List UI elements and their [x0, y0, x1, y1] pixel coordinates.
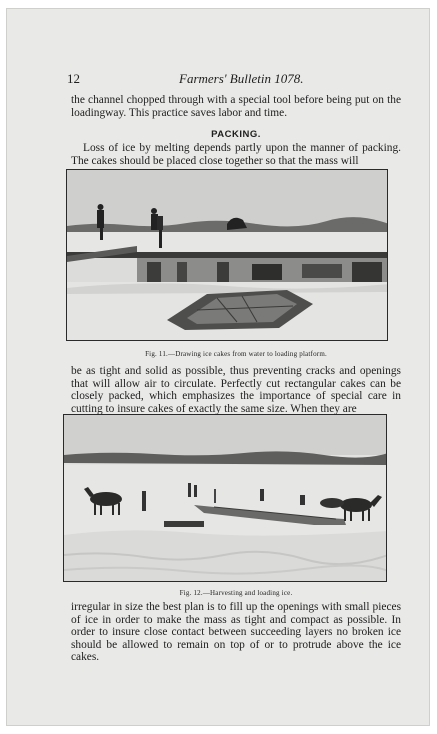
figure-11-label: Fig. 11.	[145, 350, 169, 358]
figure-12-caption-text: —Harvesting and loading ice.	[202, 589, 293, 597]
figure-12-photo	[63, 414, 387, 582]
paragraph-loss-of-ice: Loss of ice by melting depends partly upon the manner of packing. The cakes should be placed close together so that the mass will	[71, 142, 401, 167]
figure-12-label: Fig. 12.	[179, 589, 203, 597]
paragraph-channel: the channel chopped through with a special tool before being put on the loadingway. This practice saves labor and time.	[71, 94, 401, 119]
figure-11-caption	[71, 350, 401, 358]
paragraph-irregular-size: irregular in size the best plan is to fill up the openings with small pieces of ice in order to make the mass as tight and compact as possible. In order to insure close contact between succeeding layers no broken ice should be allowed to remain on top of or to protrude above the ice cakes.	[71, 601, 401, 664]
page-header	[67, 71, 407, 89]
running-title: Farmers' Bulletin 1078.	[179, 71, 304, 86]
figure-11-photo	[66, 169, 388, 341]
figure-11-caption-text: —Drawing ice cakes from water to loading platform.	[168, 350, 327, 358]
page-number: 12	[67, 71, 80, 86]
figure-12-caption	[71, 589, 401, 597]
section-heading-packing: PACKING.	[211, 129, 261, 140]
paragraph-tight-and-solid: be as tight and solid as possible, thus preventing cracks and openings that will allow air to circulate. Perfectly cut rectangular cakes can be closely packed, which emphasizes the importance of special care in cutting to insure cakes of exactly the same size. When they are	[71, 365, 401, 415]
bulletin-page	[6, 8, 430, 726]
